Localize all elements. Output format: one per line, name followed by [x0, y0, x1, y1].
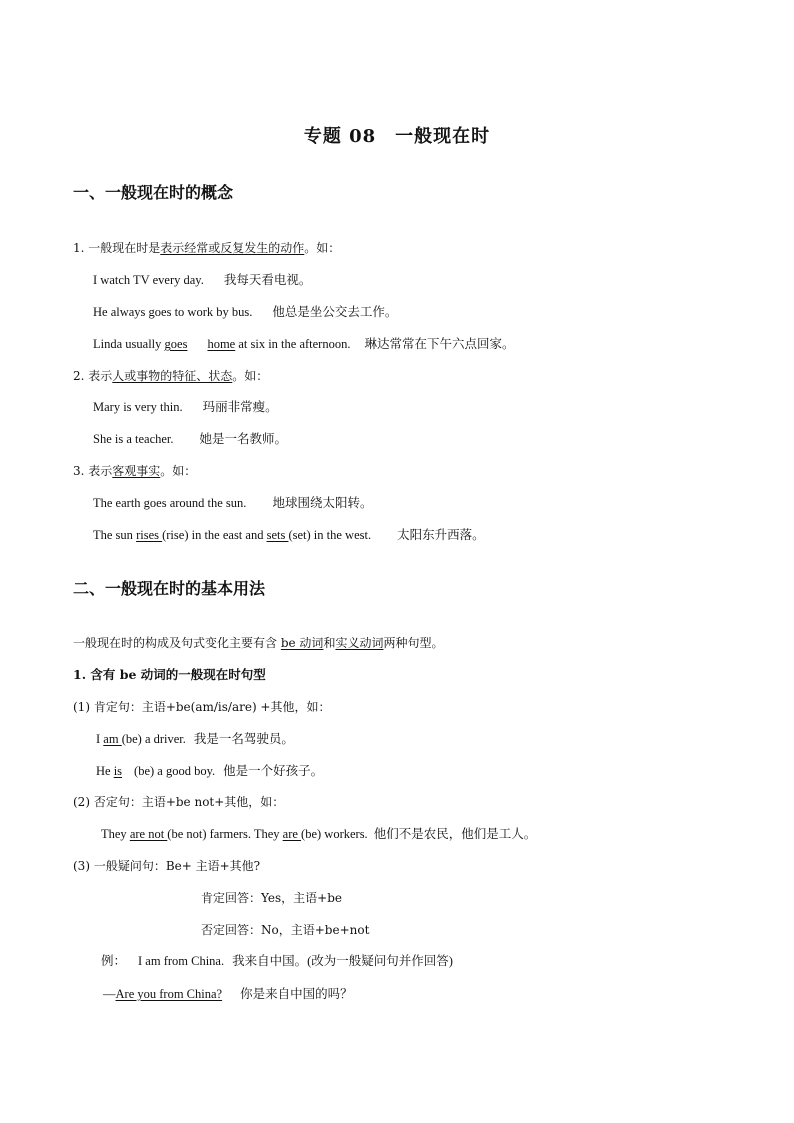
- point-underlined: 表示经常或反复发生的动作: [160, 241, 305, 255]
- example-chinese: 他总是坐公交去工作。: [272, 305, 398, 319]
- rule-affirmative: (1) 肯定句：主语+be(am/is/are) +其他，如：: [73, 700, 331, 714]
- answer-blank: am: [103, 732, 122, 746]
- point-text: 。如：: [232, 369, 269, 383]
- section-intro: [73, 635, 443, 651]
- example-chinese: 我每天看电视。: [223, 273, 312, 287]
- answer-blank: are: [282, 827, 302, 841]
- point-2: [73, 368, 268, 384]
- point-text: 表示: [88, 369, 113, 383]
- intro-underlined: be 动词: [280, 636, 324, 650]
- rule-no-answer: 否定回答：No，主语+be+not: [201, 923, 370, 937]
- example-chinese: 你是来自中国的吗？: [240, 987, 353, 1001]
- example-english: I: [96, 732, 104, 746]
- example-english: (be) a driver.: [121, 732, 186, 746]
- page-title: 专题 08 一般现在时: [303, 126, 491, 147]
- point-1: [73, 240, 340, 256]
- answer-blank: home: [207, 337, 236, 351]
- answer-blank: is: [113, 764, 123, 778]
- point-underlined: 客观事实: [112, 464, 161, 478]
- rule-yes-answer: 肯定回答：Yes，主语+be: [201, 891, 342, 905]
- example-english: Linda usually: [93, 337, 165, 351]
- example-9: [96, 763, 323, 779]
- point-number: 1.: [73, 241, 89, 255]
- section-heading-2: 二、一般现在时的基本用法: [73, 579, 266, 598]
- example-10: [101, 826, 536, 842]
- answer-blank: goes: [164, 337, 188, 351]
- example-english: (rise) in the east and: [162, 528, 267, 542]
- rule-negative: (2) 否定句：主语+be not+其他，如：: [73, 795, 285, 809]
- example-4: [93, 399, 278, 415]
- example-english: The earth goes around the sun.: [93, 496, 247, 510]
- answer-blank: sets: [266, 528, 289, 542]
- example-english: at six in the afternoon.: [238, 337, 351, 351]
- example-chinese: 太阳东升西落。: [397, 528, 485, 542]
- example-3: [93, 336, 514, 352]
- example-label: 例：: [101, 954, 127, 968]
- example-english: I am from China.: [138, 954, 225, 968]
- example-english: He always goes to work by bus.: [93, 305, 253, 319]
- intro-text: 两种句型。: [383, 636, 444, 650]
- example-english: She is a teacher.: [93, 432, 174, 446]
- example-1: [93, 272, 311, 288]
- point-number: 2.: [73, 369, 89, 383]
- example-12: [103, 986, 353, 1002]
- example-8: [96, 731, 294, 747]
- example-english: I watch TV every day.: [93, 273, 204, 287]
- subheading-1: 1. 含有 be 动词的一般现在时句型: [73, 667, 266, 682]
- point-text: 。如：: [160, 464, 197, 478]
- section-heading-1: 一、一般现在时的概念: [73, 183, 234, 202]
- example-english: The sun: [93, 528, 137, 542]
- intro-text: 和: [323, 636, 336, 650]
- intro-underlined: 实义动词: [335, 636, 384, 650]
- example-6: [93, 495, 372, 511]
- answer-blank: Are you from China?: [115, 987, 223, 1001]
- example-7: [93, 527, 485, 543]
- intro-text: 一般现在时的构成及句式变化主要有含: [73, 636, 281, 650]
- answer-blank: rises: [136, 528, 163, 542]
- example-5: [93, 431, 287, 447]
- example-chinese: 他是一个好孩子。: [223, 764, 324, 778]
- example-chinese: 她是一名教师。: [199, 432, 288, 446]
- example-chinese: 琳达常常在下午六点回家。: [364, 337, 515, 351]
- answer-blank: are not: [129, 827, 168, 841]
- example-english: (be) workers.: [301, 827, 368, 841]
- example-chinese: 我来自中国。(改为一般疑问句并作回答): [232, 954, 453, 968]
- example-chinese: 玛丽非常瘦。: [202, 400, 278, 414]
- example-english: Mary is very thin.: [93, 400, 183, 414]
- example-english: (be not) farmers. They: [167, 827, 283, 841]
- example-chinese: 地球围绕太阳转。: [272, 496, 373, 510]
- point-3: [73, 463, 196, 479]
- example-english: (set) in the west.: [288, 528, 372, 542]
- rule-question: (3) 一般疑问句：Be+ 主语+其他?: [73, 859, 261, 873]
- example-english: He: [96, 764, 114, 778]
- example-english: (be) a good boy.: [134, 764, 216, 778]
- point-number: 3.: [73, 464, 89, 478]
- example-english: They: [101, 827, 130, 841]
- example-2: [93, 304, 397, 320]
- dash: —: [103, 987, 116, 1001]
- example-chinese: 我是一名驾驶员。: [193, 732, 294, 746]
- example-chinese: 他们不是农民，他们是工人。: [373, 827, 537, 841]
- point-text: 一般现在时是: [88, 241, 161, 255]
- example-11: [101, 953, 453, 969]
- point-text: 表示: [88, 464, 113, 478]
- point-underlined: 人或事物的特征、状态: [112, 369, 233, 383]
- point-text: 。如：: [304, 241, 341, 255]
